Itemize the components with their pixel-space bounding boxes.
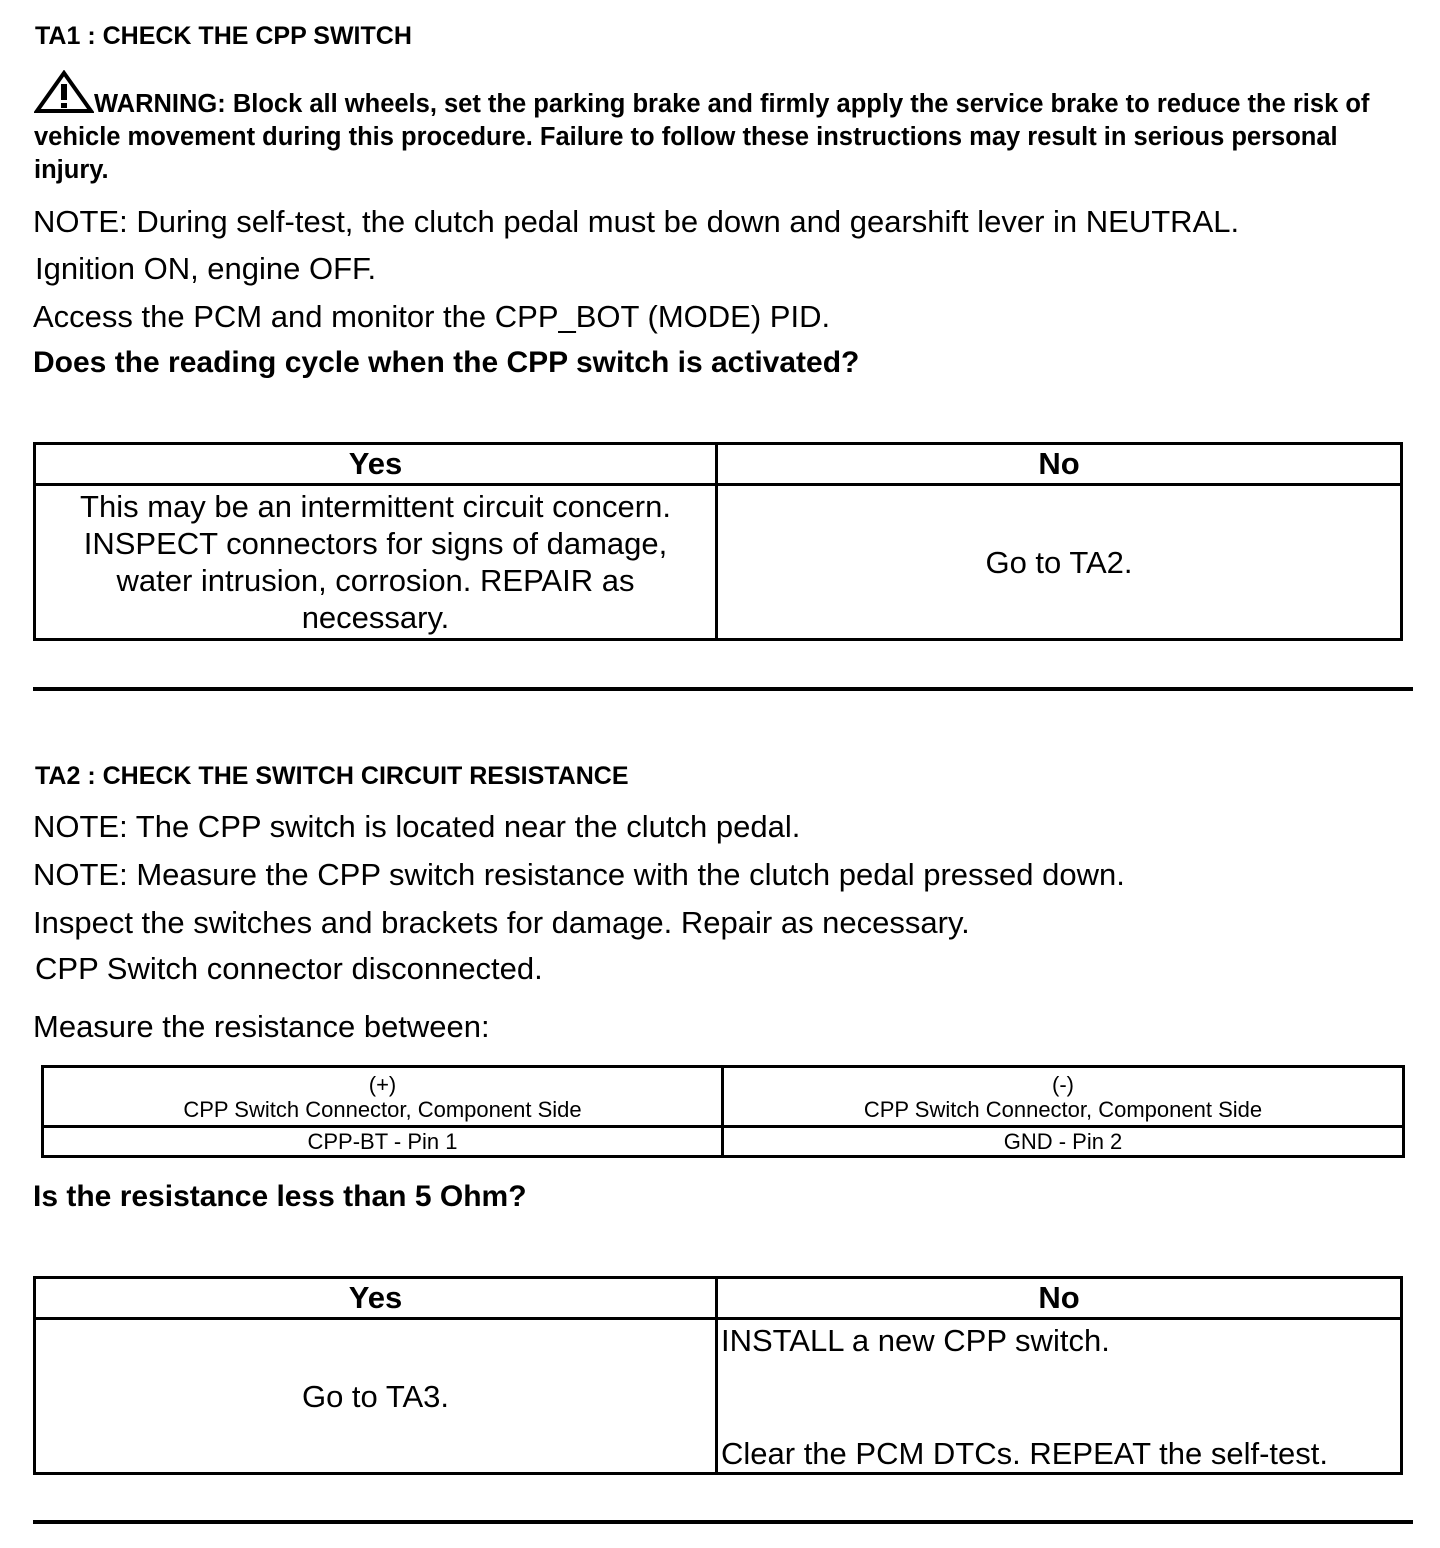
ta2-step-inspect: Inspect the switches and brackets for damage. Repair as necessary.	[33, 905, 970, 940]
ta2-note-location: NOTE: The CPP switch is located near the clutch pedal.	[33, 809, 801, 844]
ta2-question: Is the resistance less than 5 Ohm?	[33, 1180, 527, 1213]
warning-block	[34, 70, 1414, 187]
ta2-no-cell	[717, 1319, 1402, 1474]
ta1-no-cell: Go to TA2.	[717, 485, 1402, 640]
ta2-step-measure-between: Measure the resistance between:	[33, 1009, 490, 1044]
warning-triangle-icon	[34, 70, 94, 114]
ta1-no-header: No	[717, 444, 1402, 485]
positive-connector-label: CPP Switch Connector, Component Side	[183, 1096, 582, 1122]
ta1-result-table	[33, 442, 1403, 641]
negative-sign: (-)	[1052, 1071, 1074, 1097]
section-divider	[33, 687, 1413, 691]
ta2-heading: TA2 : CHECK THE SWITCH CIRCUIT RESISTANCE	[35, 762, 629, 790]
ta1-step-ignition: Ignition ON, engine OFF.	[35, 251, 377, 286]
ta2-note-measure: NOTE: Measure the CPP switch resistance with the clutch pedal pressed down.	[33, 857, 1125, 892]
ta2-no-install: INSTALL a new CPP switch.	[721, 1323, 1110, 1358]
ta2-step-disconnect: CPP Switch connector disconnected.	[35, 951, 543, 986]
ta1-yes-cell: This may be an intermittent circuit concern. INSPECT connectors for signs of damage, water intrusion, corrosion. REPAIR as necessary.	[35, 485, 717, 640]
positive-probe-header	[43, 1067, 723, 1127]
warning-text: WARNING: Block all wheels, set the parking brake and firmly apply the service brake to reduce the risk of vehicle movement during this procedure. Failure to follow these instructions may result in serious personal injury.	[34, 90, 1370, 184]
ta2-yes-header: Yes	[35, 1278, 717, 1319]
ta1-note-self-test: NOTE: During self-test, the clutch pedal must be down and gearshift lever in NEUTRAL.	[33, 204, 1240, 239]
ta2-no-header: No	[717, 1278, 1402, 1319]
bottom-divider	[33, 1520, 1413, 1524]
positive-sign: (+)	[368, 1071, 397, 1097]
negative-pin: GND - Pin 2	[723, 1127, 1404, 1157]
ta2-yes-cell: Go to TA3.	[35, 1319, 717, 1474]
positive-pin: CPP-BT - Pin 1	[43, 1127, 723, 1157]
measurement-table	[41, 1065, 1405, 1158]
ta1-question: Does the reading cycle when the CPP switch is activated?	[33, 346, 860, 379]
ta2-result-table	[33, 1276, 1403, 1475]
ta1-heading: TA1 : CHECK THE CPP SWITCH	[35, 22, 412, 50]
ta1-yes-header: Yes	[35, 444, 717, 485]
ta2-no-clear-dtcs: Clear the PCM DTCs. REPEAT the self-test.	[721, 1436, 1328, 1471]
ta1-step-access-pcm: Access the PCM and monitor the CPP_BOT (MODE) PID.	[33, 299, 831, 334]
negative-connector-label: CPP Switch Connector, Component Side	[863, 1096, 1263, 1122]
negative-probe-header	[723, 1067, 1404, 1127]
